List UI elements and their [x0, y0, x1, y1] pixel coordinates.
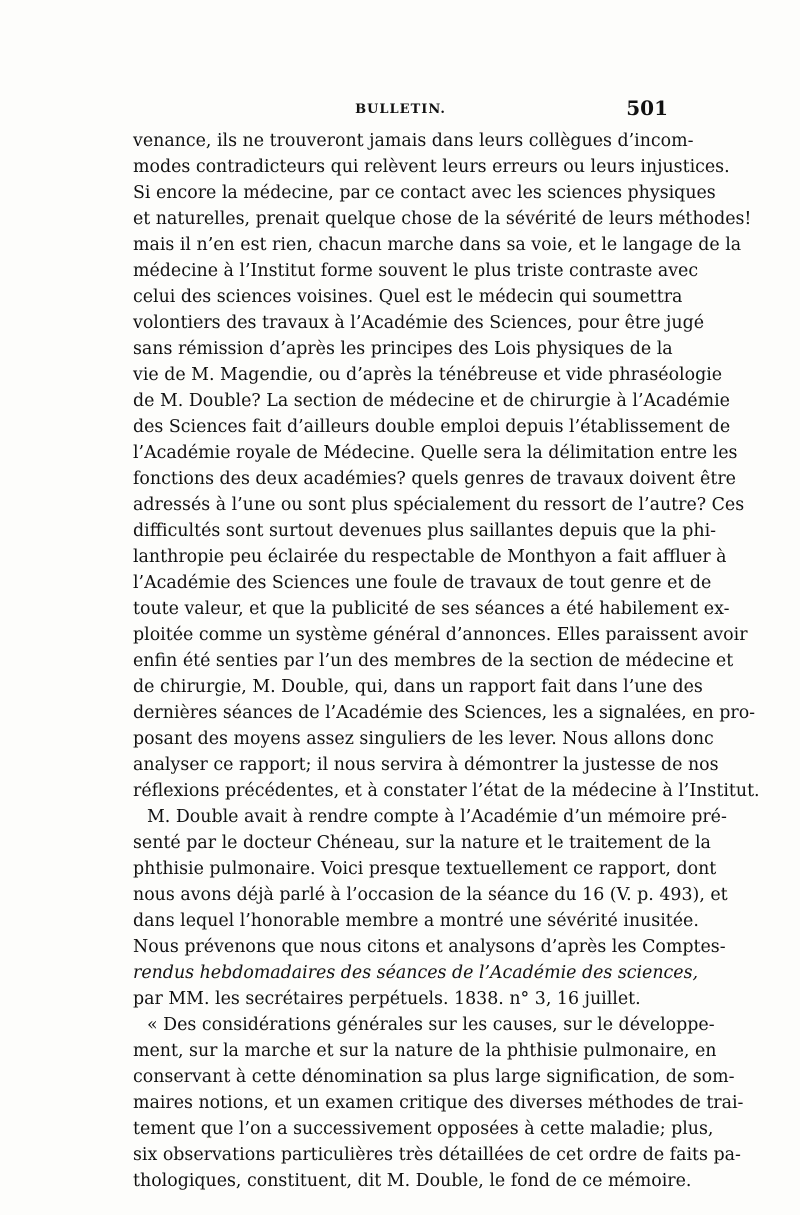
- text-line: dans lequel l’honorable membre a montré une sévérité inusitée.: [133, 911, 699, 931]
- text-line: des Sciences fait d’ailleurs double emploi depuis l’établissement de: [133, 417, 731, 437]
- text-line: de M. Double? La section de médecine et de chirurgie à l’Académie: [133, 391, 730, 411]
- text-line: réflexions précédentes, et à constater l’état de la médecine à l’Institut.: [133, 781, 760, 801]
- text-line: « Des considérations générales sur les causes, sur le développe-: [147, 1015, 715, 1035]
- text-line: nous avons déjà parlé à l’occasion de la séance du 16 (V. p. 493), et: [133, 885, 728, 905]
- text-line: adressés à l’une ou sont plus spécialement du ressort de l’autre? Ces: [133, 495, 745, 515]
- text-line: mais il n’en est rien, chacun marche dans sa voie, et le langage de la: [133, 235, 742, 255]
- text-line: celui des sciences voisines. Quel est le médecin qui soumettra: [133, 287, 683, 307]
- text-line: maires notions, et un examen critique des diverses méthodes de trai-: [133, 1093, 744, 1113]
- text-line: enfin été senties par l’un des membres de la section de médecine et: [133, 651, 734, 671]
- text-line: sans rémission d’après les principes des Lois physiques de la: [133, 339, 673, 359]
- text-line: six observations particulières très détaillées de cet ordre de faits pa-: [133, 1145, 741, 1165]
- running-title: BULLETIN.: [355, 102, 446, 117]
- text-line: senté par le docteur Chéneau, sur la nature et le traitement de la: [133, 833, 711, 853]
- text-line: rendus hebdomadaires des séances de l’Académie des sciences,: [133, 963, 699, 983]
- text-line: Nous prévenons que nous citons et analysons d’après les Comptes-: [133, 937, 726, 957]
- text-line: l’Académie des Sciences une foule de travaux de tout genre et de: [133, 573, 712, 593]
- text-line: par MM. les secrétaires perpétuels. 1838. n° 3, 16 juillet.: [133, 989, 641, 1009]
- text-line: de chirurgie, M. Double, qui, dans un rapport fait dans l’une des: [133, 677, 703, 697]
- running-header: [133, 96, 668, 122]
- text-line: thologiques, constituent, dit M. Double, le fond de ce mémoire.: [133, 1171, 692, 1191]
- page-number: 501: [626, 96, 668, 120]
- text-line: lanthropie peu éclairée du respectable de Monthyon a fait affluer à: [133, 547, 727, 567]
- text-line: et naturelles, prenait quelque chose de la sévérité de leurs méthodes!: [133, 209, 752, 229]
- text-line: fonctions des deux académies? quels genres de travaux doivent être: [133, 469, 736, 489]
- text-line: ploitée comme un système général d’annonces. Elles paraissent avoir: [133, 625, 748, 645]
- text-line: médecine à l’Institut forme souvent le plus triste contraste avec: [133, 261, 699, 281]
- text-line: conservant à cette dénomination sa plus large signification, de som-: [133, 1067, 735, 1087]
- text-line: l’Académie royale de Médecine. Quelle sera la délimitation entre les: [133, 443, 738, 463]
- text-line: analyser ce rapport; il nous servira à démontrer la justesse de nos: [133, 755, 719, 775]
- text-line: difficultés sont surtout devenues plus saillantes depuis que la phi-: [133, 521, 717, 541]
- text-line: modes contradicteurs qui relèvent leurs erreurs ou leurs injustices.: [133, 157, 730, 177]
- text-line: dernières séances de l’Académie des Sciences, les a signalées, en pro-: [133, 703, 756, 723]
- text-line: posant des moyens assez singuliers de les lever. Nous allons donc: [133, 729, 714, 749]
- text-line: vie de M. Magendie, ou d’après la ténébreuse et vide phraséologie: [133, 365, 723, 385]
- text-line: Si encore la médecine, par ce contact avec les sciences physiques: [133, 183, 716, 203]
- text-line: volontiers des travaux à l’Académie des Sciences, pour être jugé: [133, 313, 705, 333]
- body-text: [133, 128, 760, 1194]
- text-line: venance, ils ne trouveront jamais dans leurs collègues d’incom-: [133, 131, 694, 151]
- text-line: phthisie pulmonaire. Voici presque textuellement ce rapport, dont: [133, 859, 717, 879]
- text-line: tement que l’on a successivement opposées à cette maladie; plus,: [133, 1119, 714, 1139]
- text-line: M. Double avait à rendre compte à l’Académie d’un mémoire pré-: [147, 807, 727, 827]
- text-line: ment, sur la marche et sur la nature de la phthisie pulmonaire, en: [133, 1041, 717, 1061]
- text-line: toute valeur, et que la publicité de ses séances a été habilement ex-: [133, 599, 730, 619]
